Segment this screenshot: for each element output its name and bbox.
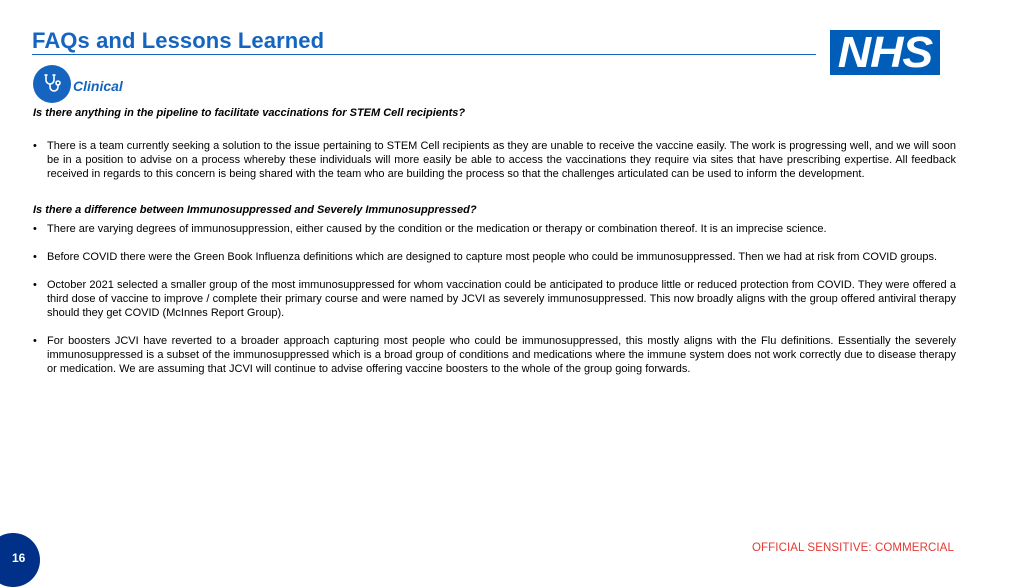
nhs-logo [830,27,940,77]
nhs-logo-text: NHS [837,27,933,77]
list-item: • Before COVID there were the Green Book Influenza definitions which are designed to capture most people who could be immunosuppressed. Then we had at risk from COVID groups. [33,250,956,264]
title-underline [32,54,816,55]
section-label: Clinical [73,78,123,94]
classification-label: OFFICIAL SENSITIVE: COMMERCIAL [752,542,954,554]
list-item: • There is a team currently seeking a solution to the issue pertaining to STEM Cell recipients as they are unable to receive the vaccine easily. The work is progressing well, and we will soon be in a position to advise on a process whereby these individuals will more easily be able to access the vaccinations they require via sites that have prescribing expertise. All feedback received in regards to this concern is being shared with the team who are building the process so that the challenges articulated can be used to inform the development. [33,139,956,181]
faq-answers-2 [33,222,956,376]
list-item: • October 2021 selected a smaller group of the most immunosuppressed for whom vaccination could be anticipated to produce little or reduced protection from COVID. They were offered a third dose of vaccine to improve / complete their primary course and were named by JCVI as severely immunosuppressed. This now broadly aligns with the group offered antiviral therapy should they get COVID (McInnes Report Group). [33,278,956,320]
list-item: • There are varying degrees of immunosuppression, either caused by the condition or the medication or therapy or combination thereof. It is an imprecise science. [33,222,956,236]
page-title: FAQs and Lessons Learned [32,28,325,53]
page-number-badge [0,533,40,587]
faq-question-2: Is there a difference between Immunosuppressed and Severely Immunosuppressed? [33,204,477,216]
page-number: 16 [12,551,26,565]
list-item: • For boosters JCVI have reverted to a broader approach capturing most people who could be immunosuppressed, this mostly aligns with the Flu definitions. Essentially the severely immunosuppressed is a subset of the immunosuppressed which is a broad group of conditions and medications where the immune system does not work correctly due to disease therapy or medication. We are assuming that JCVI will continue to advise offering vaccine boosters to the whole of the group going forwards. [33,334,956,376]
faq-answers-1 [33,139,956,181]
faq-question-1: Is there anything in the pipeline to facilitate vaccinations for STEM Cell recipients? [33,107,466,119]
faq-content [33,106,956,376]
stethoscope-icon [33,65,71,103]
